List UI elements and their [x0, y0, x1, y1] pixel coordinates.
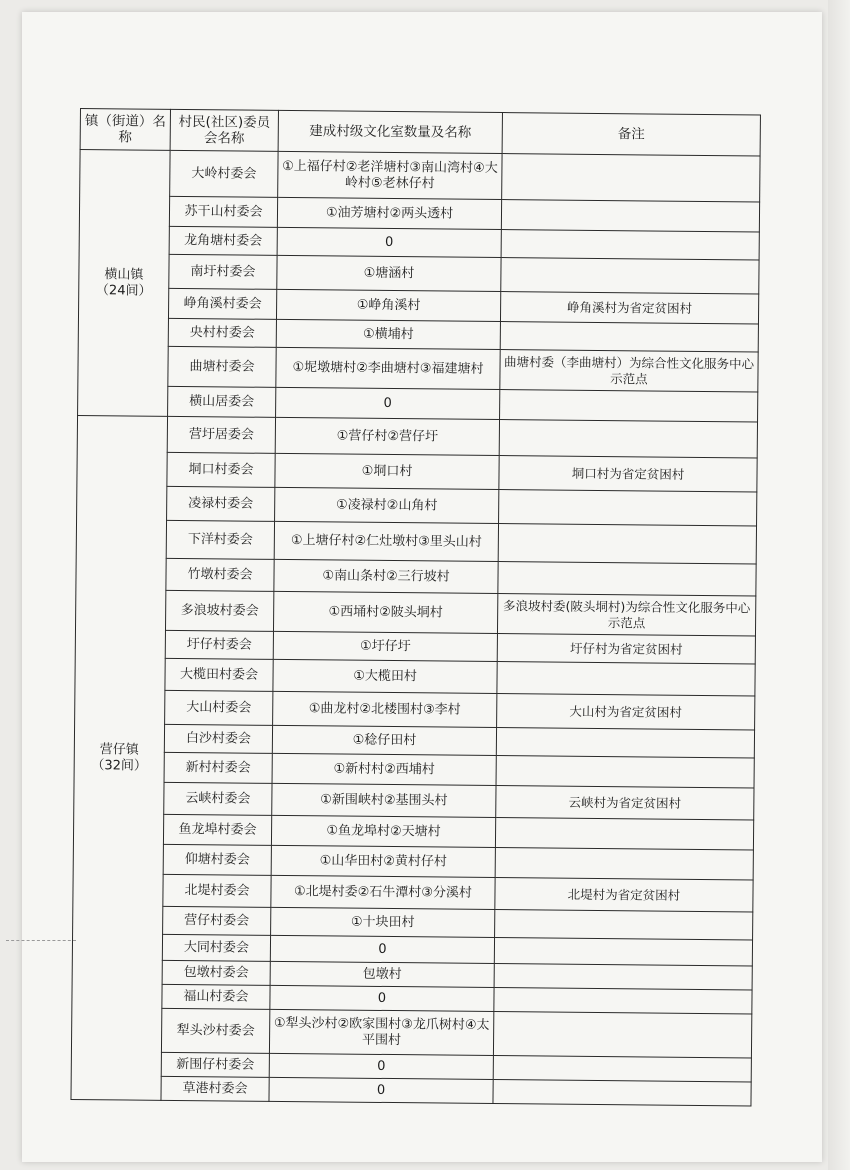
village-name-cell: 曲塘村委会 [168, 346, 276, 387]
remarks-cell [494, 964, 752, 990]
village-name-cell: 下洋村委会 [166, 520, 274, 559]
remarks-cell: 大山村为省定贫困村 [497, 694, 755, 730]
village-name-cell: 营圩居委会 [167, 416, 275, 453]
village-name-cell: 苏干山村委会 [169, 196, 277, 227]
village-name-cell: 大山村委会 [165, 690, 273, 725]
town-name-cell: 横山镇 （24间） [78, 150, 171, 417]
remarks-cell [493, 1080, 751, 1106]
culture-rooms-cell: 0 [270, 985, 494, 1011]
village-name-cell: 凌禄村委会 [167, 486, 275, 521]
table-row [76, 519, 756, 564]
village-name-cell: 鱼龙埠村委会 [163, 814, 271, 845]
culture-rooms-cell: 0 [270, 935, 494, 963]
village-name-cell: 南圩村委会 [169, 254, 277, 289]
remarks-cell: 垌口村为省定贫困村 [499, 456, 757, 492]
remarks-cell [495, 910, 753, 940]
village-name-cell: 包墩村委会 [162, 960, 270, 985]
village-name-cell: 犁头沙村委会 [161, 1008, 269, 1053]
remarks-cell [495, 848, 753, 880]
document-page [22, 12, 822, 1162]
culture-rooms-cell: ①南山条村②三行坡村 [274, 559, 498, 593]
village-name-cell: 仰塘村委会 [163, 844, 271, 875]
village-name-cell: 横山居委会 [168, 386, 276, 417]
village-name-cell: 白沙村委会 [164, 724, 272, 753]
remarks-cell [501, 258, 759, 294]
remarks-cell [494, 988, 752, 1014]
remarks-cell: 多浪坡村委(陂头垌村)为综合性文化服务中心示范点 [497, 594, 755, 636]
culture-rooms-cell: ①新村村②西埔村 [272, 753, 496, 785]
remarks-cell [500, 390, 758, 422]
remarks-cell: 曲塘村委（李曲塘村）为综合性文化服务中心示范点 [500, 350, 758, 392]
culture-rooms-cell: 0 [276, 387, 500, 419]
header-village-committee: 村民(社区)委员会名称 [170, 109, 278, 151]
remarks-cell: 圩仔村为省定贫困村 [497, 634, 755, 664]
culture-rooms-cell: ①上塘仔村②仁灶墩村③里头山村 [274, 521, 498, 561]
culture-rooms-cell: 0 [269, 1077, 493, 1103]
culture-rooms-cell: ①油芳塘村②两头透村 [277, 197, 501, 229]
remarks-cell [493, 1012, 751, 1058]
village-name-cell: 大岭村委会 [170, 150, 278, 197]
town-name-cell: 营仔镇 （32间） [71, 415, 168, 1100]
remarks-cell [501, 200, 759, 232]
remarks-cell [496, 728, 754, 758]
remarks-cell: 云峡村为省定贫困村 [496, 786, 754, 820]
village-name-cell: 央村村委会 [168, 318, 276, 347]
culture-rooms-cell: ①垌口村 [275, 453, 499, 489]
village-name-cell: 新围仔村委会 [161, 1052, 269, 1077]
village-name-cell: 峥角溪村委会 [168, 288, 276, 319]
scan-mark [6, 940, 76, 941]
remarks-cell [502, 154, 760, 202]
culture-rooms-cell: ①稔仔田村 [272, 725, 496, 755]
culture-rooms-cell: ①峥角溪村 [276, 289, 500, 321]
village-name-cell: 圩仔村委会 [165, 630, 273, 659]
culture-rooms-cell: ①凌禄村②山角村 [275, 487, 499, 523]
remarks-cell [499, 490, 757, 526]
culture-rooms-cell: 0 [277, 227, 501, 257]
header-remarks: 备注 [502, 113, 760, 156]
remarks-cell [501, 230, 759, 260]
culture-rooms-cell: ①坭墩塘村②李曲塘村③福建塘村 [276, 347, 500, 389]
culture-rooms-cell: ①西埇村②陂头垌村 [273, 591, 497, 633]
culture-rooms-cell: ①圩仔圩 [273, 631, 497, 661]
culture-rooms-cell: ①新围峡村②基围头村 [272, 783, 496, 817]
village-name-cell: 大榄田村委会 [165, 658, 273, 691]
village-name-cell: 垌口村委会 [167, 452, 275, 487]
village-name-cell: 营仔村委会 [163, 906, 271, 935]
page-edge [828, 0, 850, 1170]
remarks-cell: 峥角溪村为省定贫困村 [500, 292, 758, 324]
village-name-cell: 北堤村委会 [163, 874, 271, 907]
culture-rooms-cell: ①山华田村②黄村仔村 [271, 845, 495, 877]
remarks-cell [493, 1056, 751, 1082]
remarks-cell [499, 420, 757, 458]
remarks-cell [498, 562, 756, 596]
culture-rooms-cell: ①北堤村委②石牛潭村③分溪村 [271, 875, 495, 909]
culture-rooms-cell: ①犁头沙村②欧家围村③龙爪树村④太平围村 [269, 1009, 493, 1055]
village-name-cell: 福山村委会 [162, 984, 270, 1009]
village-name-cell: 云峡村委会 [164, 782, 272, 815]
culture-rooms-cell: ①塘涵村 [277, 255, 501, 291]
culture-rooms-cell: ①上福仔村②老洋塘村③南山湾村④大岭村⑤老林仔村 [278, 151, 502, 199]
culture-rooms-cell: ①曲龙村②北楼围村③李村 [273, 691, 497, 727]
culture-rooms-cell: ①大榄田村 [273, 659, 497, 693]
table-row [78, 345, 758, 392]
remarks-cell [496, 756, 754, 788]
culture-rooms-cell: 0 [269, 1053, 493, 1079]
table-row [75, 589, 755, 636]
header-culture-rooms: 建成村级文化室数量及名称 [278, 110, 502, 153]
remarks-cell [494, 938, 752, 966]
remarks-cell [495, 818, 753, 850]
culture-rooms-cell: ①横埔村 [276, 319, 500, 349]
culture-rooms-cell: ①十块田村 [271, 907, 495, 937]
table-body [71, 150, 760, 1106]
culture-rooms-cell: ①鱼龙埠村②天塘村 [271, 815, 495, 847]
table-header-row [80, 109, 760, 157]
culture-room-table [70, 108, 760, 1106]
village-name-cell: 大同村委会 [162, 934, 270, 961]
village-name-cell: 龙角塘村委会 [169, 226, 277, 255]
village-name-cell: 草港村委会 [161, 1076, 269, 1101]
village-name-cell: 竹墩村委会 [166, 558, 274, 591]
remarks-cell: 北堤村为省定贫困村 [495, 878, 753, 912]
remarks-cell [498, 524, 756, 564]
village-name-cell: 新村村委会 [164, 752, 272, 783]
remarks-cell [497, 662, 755, 696]
culture-rooms-cell: ①营仔村②营仔圩 [275, 417, 499, 455]
table-row [80, 150, 760, 203]
village-name-cell: 多浪坡村委会 [165, 590, 273, 631]
table-row [71, 1007, 751, 1058]
culture-rooms-cell: 包墩村 [270, 961, 494, 987]
table-row [71, 1075, 751, 1106]
header-town: 镇（街道）名称 [80, 109, 170, 151]
remarks-cell [500, 322, 758, 352]
